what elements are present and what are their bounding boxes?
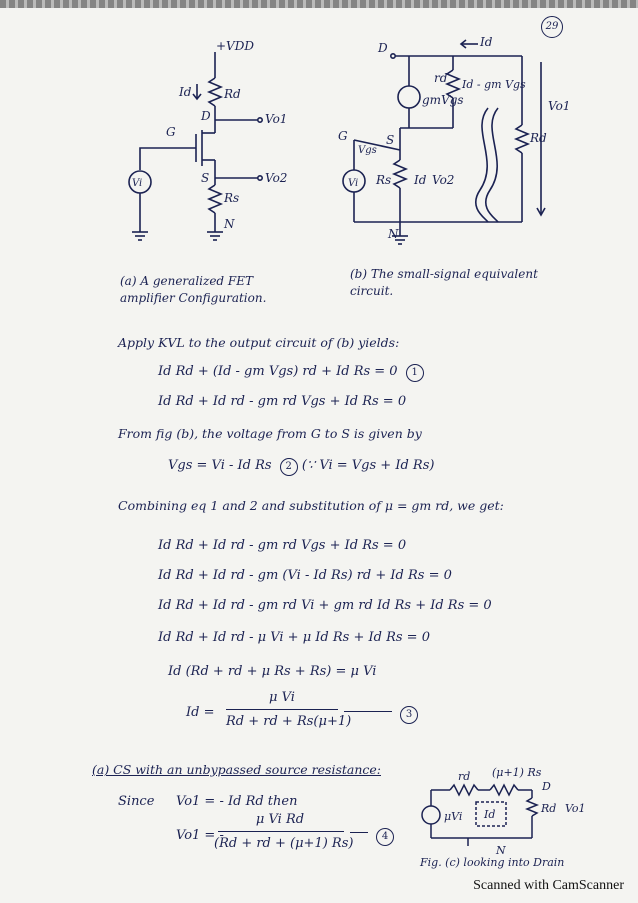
- step-5: Id (Rd + rd + μ Rs + Rs) = μ Vi: [168, 664, 377, 679]
- eq3-dash: [344, 711, 392, 712]
- fig-c-d: D: [542, 780, 551, 793]
- fig-b-vo1: Vo1: [548, 99, 571, 113]
- fig-a-n-label: N: [224, 217, 235, 231]
- fig-b-id-top: Id: [480, 35, 493, 49]
- fig-b-rd-small: rd: [434, 71, 448, 85]
- fig-a-vdd: +VDD: [216, 39, 254, 53]
- fig-c-vo1: Vo1: [565, 802, 586, 815]
- id-numerator: μ Vi: [269, 690, 295, 705]
- fig-c-rd: Rd: [541, 802, 557, 815]
- vo1-numerator: μ Vi Rd: [255, 812, 305, 827]
- id-lhs: Id =: [186, 705, 215, 720]
- eq4-dash: [350, 832, 368, 833]
- fig-c-mu1rs: (μ+1) Rs: [492, 766, 542, 779]
- fig-c-muvi: μVi: [444, 810, 463, 823]
- fig-b-n-label: N: [388, 227, 399, 241]
- kvl-intro: Apply KVL to the output circuit of (b) yields:: [118, 335, 400, 350]
- fig-b-vo2: Vo2: [432, 173, 455, 187]
- eq1: Id Rd + (Id - gm Vgs) rd + Id Rs = 0 1: [158, 364, 424, 382]
- fig-b-rd-big: Rd: [530, 131, 547, 145]
- fig-b-s-label: S: [386, 133, 395, 147]
- step-4: Id Rd + Id rd - μ Vi + μ Id Rs + Id Rs = 0: [158, 630, 430, 645]
- fig-a-rs-label: Rs: [224, 191, 240, 205]
- eq3-tag: 3: [396, 702, 418, 724]
- id-fraction-bar: [226, 709, 338, 710]
- fig-b-caption: (b) The small-signal equivalent circuit.: [350, 267, 538, 298]
- step-2: Id Rd + Id rd - gm (Vi - Id Rs) rd + Id Rs = 0: [158, 568, 452, 583]
- fig-b-vi: Vi: [348, 178, 359, 189]
- fig-a-d-label: D: [201, 109, 211, 123]
- fig-b-rs: Rs: [376, 173, 392, 187]
- fig-b-vgs: Vgs: [358, 145, 377, 156]
- fig-a-caption: (a) A generalized FET amplifier Configuration.: [120, 274, 267, 305]
- fig-c-rd-small: rd: [458, 770, 471, 783]
- eq1b: Id Rd + Id rd - gm rd Vgs + Id Rs = 0: [158, 394, 407, 409]
- fig-a-id-label: Id: [179, 85, 192, 99]
- fig-c-caption: Fig. (c) looking into Drain: [420, 856, 565, 869]
- fig-b-g-label: G: [338, 129, 348, 143]
- id-denominator: Rd + rd + Rs(μ+1): [226, 714, 352, 729]
- vo1-denominator: (Rd + rd + (μ+1) Rs): [214, 836, 354, 851]
- fig-b-gmvgs: gmVgs: [422, 93, 464, 107]
- vo1-eq: Vo1 = - Id Rd then: [176, 794, 298, 809]
- fig-b-d-label: D: [378, 41, 388, 55]
- fig-a-vo2-label: Vo2: [265, 171, 288, 185]
- page-number: 29: [541, 16, 563, 38]
- step-1: Id Rd + Id rd - gm rd Vgs + Id Rs = 0: [158, 538, 407, 553]
- scanner-watermark: Scanned with CamScanner: [473, 878, 624, 893]
- combine-intro: Combining eq 1 and 2 and substitution of μ = gm rd, we get:: [118, 498, 504, 513]
- eq4-tag: 4: [372, 824, 394, 846]
- fig-a-vi-label: Vi: [132, 178, 143, 189]
- eq2: Vgs = Vi - Id Rs 2 (∵ Vi = Vgs + Id Rs): [168, 458, 434, 476]
- vo1-lhs: Vo1 = -: [176, 828, 224, 843]
- fig-b-intro: From fig (b), the voltage from G to S is given by: [118, 426, 422, 441]
- step-3: Id Rd + Id rd - gm rd Vi + gm rd Id Rs + Id Rs = 0: [158, 598, 492, 613]
- vo1-fraction-bar: [218, 831, 344, 832]
- since-label: Since: [118, 794, 155, 809]
- fig-a-s-label: S: [201, 171, 210, 185]
- fig-b-id-gmvgs: Id - gm Vgs: [462, 78, 526, 91]
- fig-c-id: Id: [484, 808, 496, 821]
- cs-heading: (a) CS with an unbypassed source resistance:: [92, 762, 381, 777]
- fig-b-id2: Id: [414, 173, 427, 187]
- fig-a-g-label: G: [166, 125, 176, 139]
- fig-a-rd-label: Rd: [224, 87, 241, 101]
- fig-c-n: N: [496, 844, 506, 857]
- fig-a-vo1-label: Vo1: [265, 112, 288, 126]
